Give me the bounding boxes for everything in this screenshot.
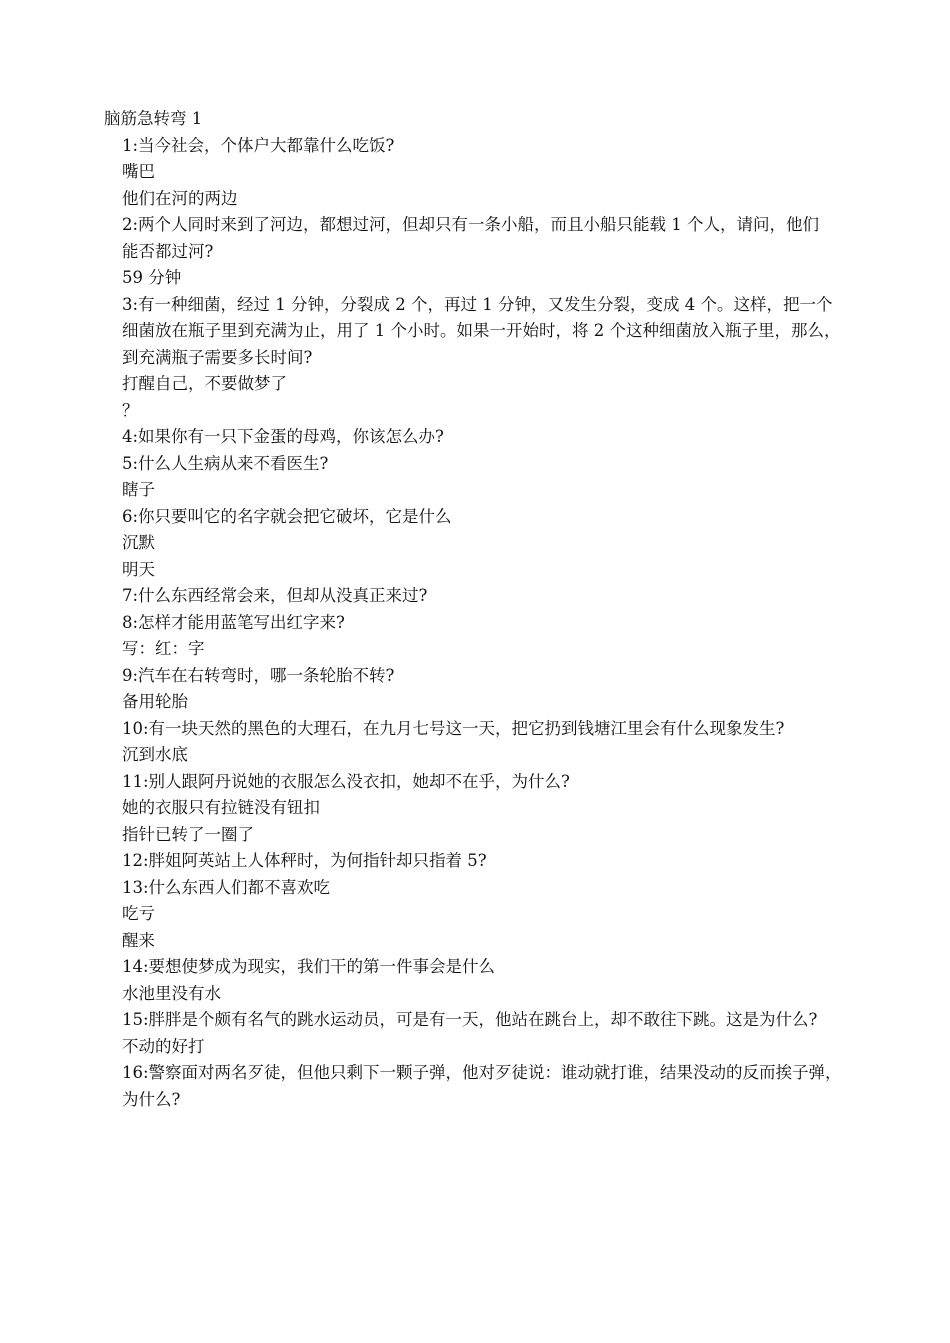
text-line: 打醒自己，不要做梦了 [122,374,287,393]
text-line: 水池里没有水 [122,983,221,1003]
text-line: 15:胖胖是个颇有名气的跳水运动员，可是有一天，他站在跳台上，却不敢往下跳。这是为什么? [122,1010,818,1029]
text-line: 为什么? [122,1089,181,1109]
text-line: 4:如果你有一只下金蛋的母鸡，你该怎么办? [122,427,444,446]
text-line: 她的衣服只有拉链没有钮扣 [122,798,320,817]
text-line: 沉到水底 [122,745,188,764]
text-line: 瞎子 [122,480,155,499]
text-line: 10:有一块天然的黑色的大理石，在九月七号这一天，把它扔到钱塘江里会有什么现象发生? [122,718,785,738]
text-line: 到充满瓶子需要多长时间? [122,347,313,367]
text-line: ？ [122,400,139,420]
text-line: 3:有一种细菌，经过 1 分钟，分裂成 2 个，再过 1 分钟，又发生分裂，变成 4 个。这样，把一个 [122,294,833,314]
text-line: 13:什么东西人们都不喜欢吃 [122,877,331,897]
text-line: 明天 [122,559,155,579]
text-line: 8:怎样才能用蓝笔写出红字来? [122,612,345,632]
text-line: 细菌放在瓶子里到充满为止，用了 1 个小时。如果一开始时，将 2 个这种细菌放入瓶子里，那么， [122,321,841,340]
text-line: 写：红：字 [122,639,205,658]
text-line: 吃亏 [122,904,155,923]
text-line: 醒来 [122,930,155,950]
text-line: 9:汽车在右转弯时，哪一条轮胎不转? [122,665,395,685]
document-title: 脑筋急转弯 1 [104,109,203,128]
text-line: 他们在河的两边 [122,188,238,208]
text-line: 59 分钟 [122,268,182,287]
text-line: 6:你只要叫它的名字就会把它破坏，它是什么 [122,506,452,526]
text-line: 7:什么东西经常会来，但却从没真正来过? [122,586,428,605]
text-line: 沉默 [122,533,155,552]
text-line: 14:要想使梦成为现实，我们干的第一件事会是什么 [122,957,496,976]
document-lines [122,133,864,1114]
text-line: 能否都过河? [122,241,214,261]
text-line: 12:胖姐阿英站上人体秤时，为何指针却只指着 5? [122,851,487,870]
text-line: 2:两个人同时来到了河边，都想过河，但却只有一条小船，而且小船只能载 1 个人，请问，他们 [122,215,820,234]
text-line: 5:什么人生病从来不看医生? [122,453,329,473]
text-line: 16:警察面对两名歹徒，但他只剩下一颗子弹，他对歹徒说：谁动就打谁，结果没动的反而挨子弹， [122,1063,842,1082]
text-line: 不动的好打 [122,1036,205,1056]
text-line: 嘴巴 [122,162,155,181]
text-line: 备用轮胎 [122,692,188,711]
text-line: 指针已转了一圈了 [122,824,254,844]
text-line: 1:当今社会，个体户大都靠什么吃饭? [122,135,395,155]
document-body [104,106,864,1113]
text-line: 11:别人跟阿丹说她的衣服怎么没衣扣，她却不在乎，为什么? [122,771,570,791]
